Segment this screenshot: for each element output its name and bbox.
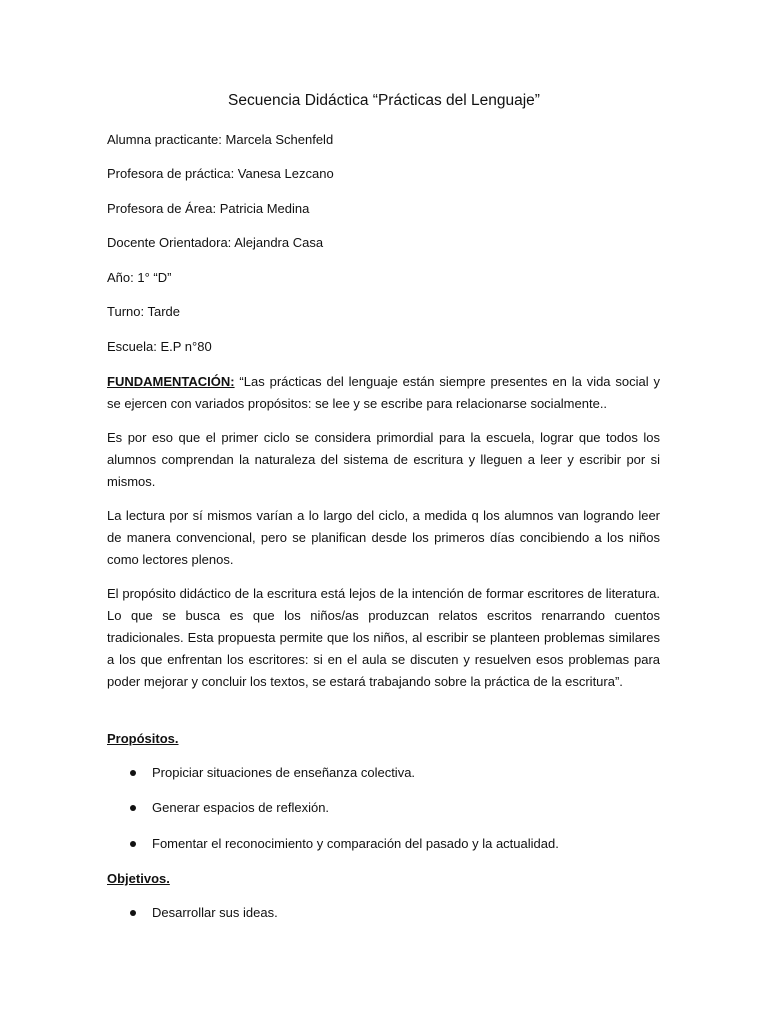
proposito-item-text: Propiciar situaciones de enseñanza colectiva.	[152, 765, 416, 780]
objetivos-heading: Objetivos.	[107, 871, 170, 886]
meta-guide-teacher: Docente Orientadora: Alejandra Casa	[107, 235, 324, 250]
meta-year: Año: 1° “D”	[107, 270, 172, 285]
bullet-icon	[130, 770, 136, 776]
objetivo-item-text: Desarrollar sus ideas.	[152, 905, 278, 920]
fundamentacion-text: “Las prácticas del lenguaje están siempre presentes en la vida social y se ejercen con variados propósitos: se lee y se escribe para relacionarse socialmente..	[107, 374, 660, 411]
propositos-heading: Propósitos.	[107, 731, 179, 746]
meta-practice-teacher: Profesora de práctica: Vanesa Lezcano	[107, 166, 334, 181]
paragraph-2: La lectura por sí mismos varían a lo largo del ciclo, a medida q los alumnos van logrando leer de manera convencional, pero se planifican desde los primeros días concibiendo a los niños como lectores plenos.	[107, 508, 660, 567]
fundamentacion-label: FUNDAMENTACIÓN:	[107, 374, 235, 389]
meta-shift: Turno: Tarde	[107, 304, 180, 319]
bullet-icon	[130, 805, 136, 811]
paragraph-1: Es por eso que el primer ciclo se considera primordial para la escuela, lograr que todos los alumnos comprendan la naturaleza del sistema de escritura y lleguen a leer y escribir por si mismos.	[107, 430, 660, 489]
meta-school: Escuela: E.P n°80	[107, 339, 212, 354]
objetivo-item	[130, 905, 278, 920]
meta-area-teacher: Profesora de Área: Patricia Medina	[107, 201, 310, 216]
meta-student: Alumna practicante: Marcela Schenfeld	[107, 132, 334, 147]
proposito-item	[130, 800, 329, 815]
fundamentacion-paragraph	[107, 371, 660, 415]
bullet-icon	[130, 910, 136, 916]
proposito-item-text: Fomentar el reconocimiento y comparación del pasado y la actualidad.	[152, 836, 559, 851]
proposito-item	[130, 765, 415, 780]
paragraph-3: El propósito didáctico de la escritura está lejos de la intención de formar escritores de literatura. Lo que se busca es que los niños/as produzcan relatos escritos renarrando cuentos tradicionales. Esta propuesta permite que los niños, al escribir se planteen problemas similares a los que enfrentan los escritores: si en el aula se discuten y resuelven esos problemas para poder mejorar y concluir los textos, se estará trabajando sobre la práctica de la escritura”.	[107, 586, 660, 689]
proposito-item	[130, 836, 559, 851]
bullet-icon	[130, 841, 136, 847]
proposito-item-text: Generar espacios de reflexión.	[152, 800, 330, 815]
document-title: Secuencia Didáctica “Prácticas del Lenguaje”	[228, 92, 540, 109]
